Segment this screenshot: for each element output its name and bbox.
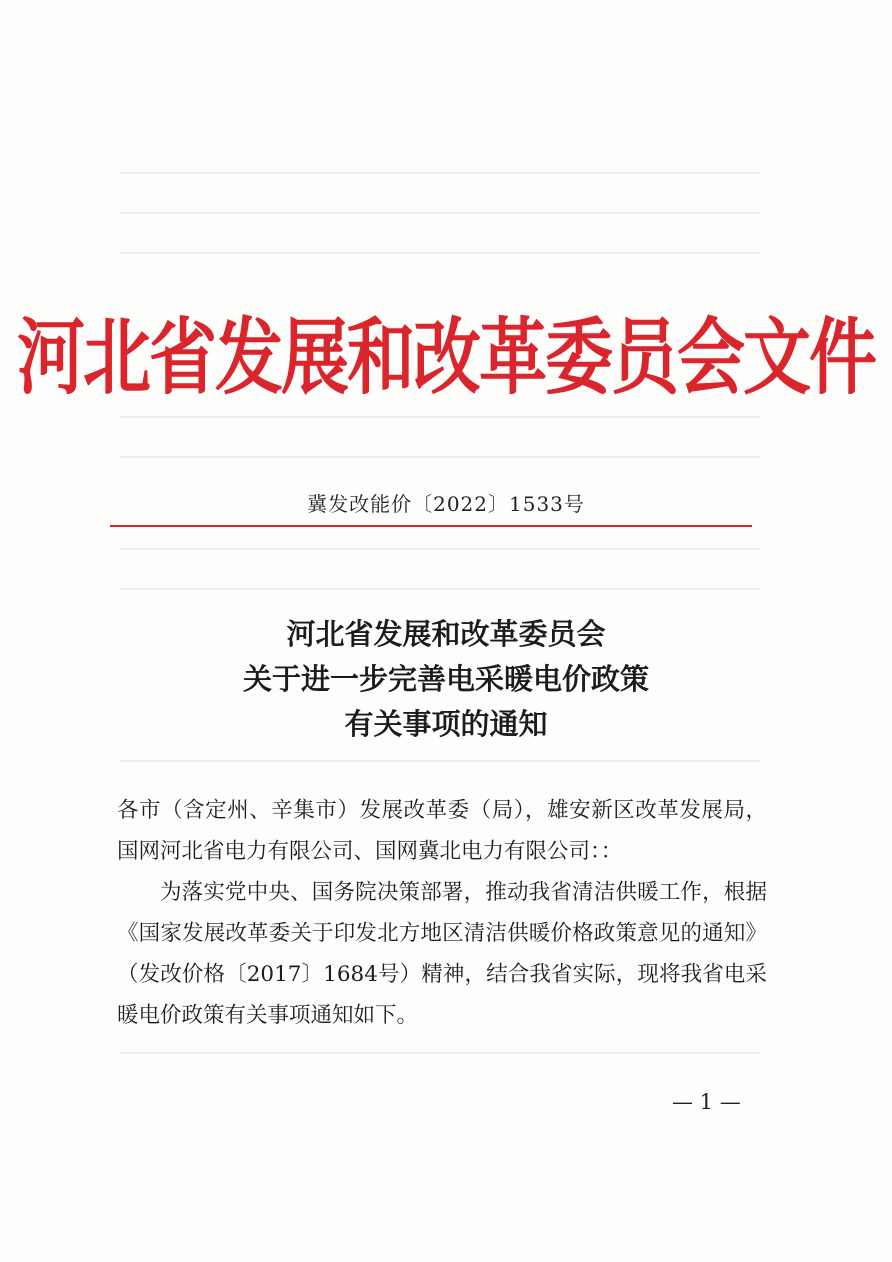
page-number: — 1 — (672, 1090, 741, 1114)
addressee-paragraph: 各市（含定州、辛集市）发展改革委（局），雄安新区改革发展局，国网河北省电力有限公司、国网冀北电力有限公司：： (117, 798, 767, 864)
show-through-line (120, 416, 760, 418)
show-through-line (120, 1052, 760, 1054)
issuer-header-title: 河北省发展和改革委员会文件 (16, 310, 875, 407)
document-number: 冀发改能价〔2022〕1533号 (307, 492, 585, 516)
notice-title-line-1: 河北省发展和改革委员会 (286, 617, 606, 651)
body-paragraph-1: 为落实党中央、国务院决策部署，推动我省清洁供暖工作，根据《国家发展改革委关于印发北方地区清洁供暖价格政策意见的通知》（发改价格〔2017〕1684号）精神，结合我省实际，现将我省电采暖电价政策有关事项通知如下。 (117, 880, 767, 1028)
show-through-line (120, 172, 760, 174)
show-through-line (120, 588, 760, 590)
show-through-line (120, 456, 760, 458)
notice-body (117, 790, 767, 1036)
show-through-line (120, 548, 760, 550)
red-separator-rule (110, 525, 752, 527)
show-through-line (120, 760, 760, 762)
notice-title-line-2: 关于进一步完善电采暖电价政策 (242, 662, 649, 696)
notice-title-line-3: 有关事项的通知 (344, 707, 548, 741)
notice-title (0, 612, 892, 747)
show-through-line (120, 252, 760, 254)
show-through-line (120, 212, 760, 214)
